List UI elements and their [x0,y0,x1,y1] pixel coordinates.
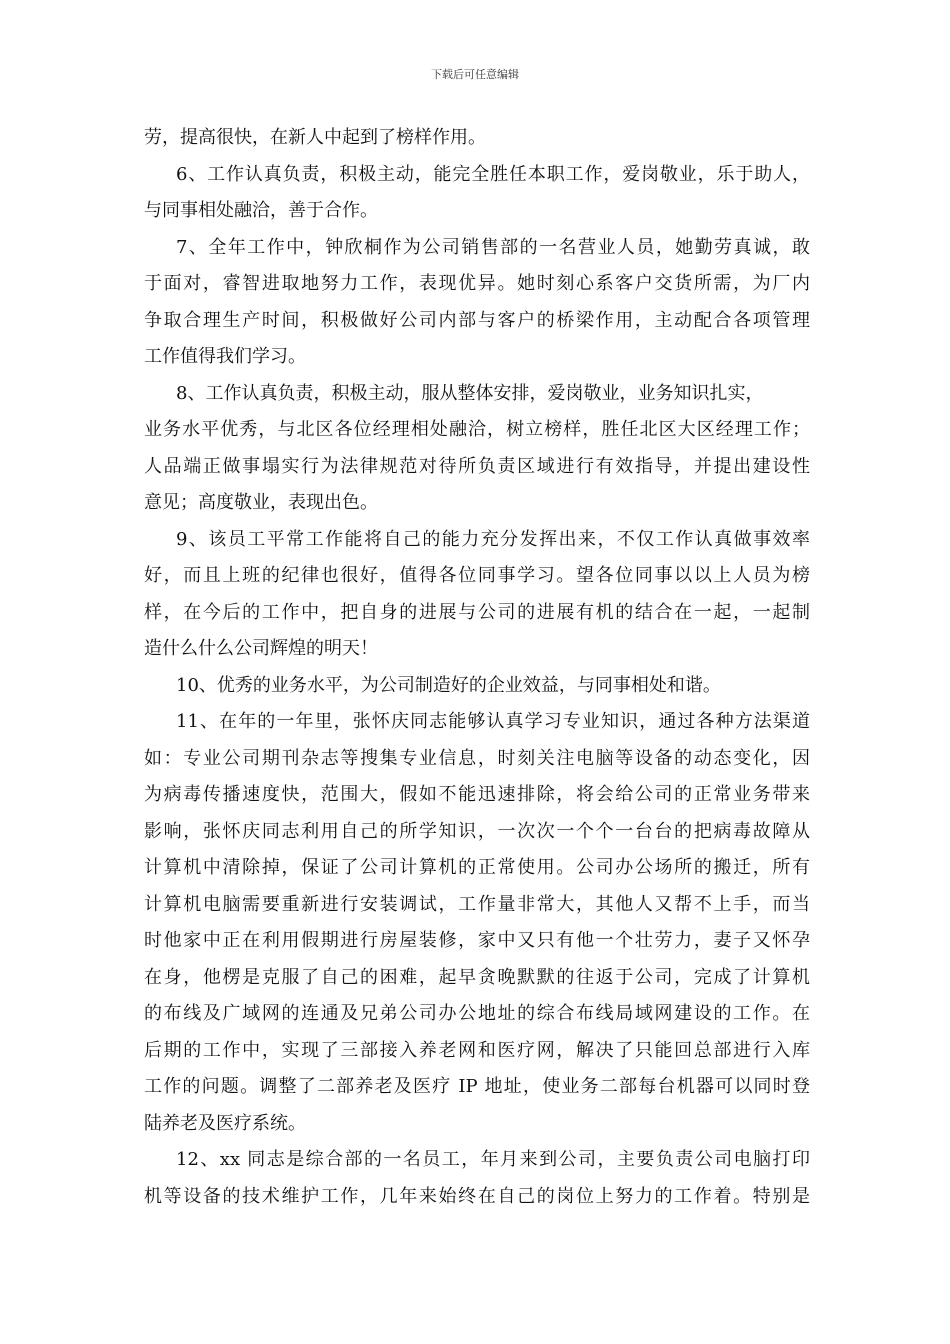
text-line: 9、该员工平常工作能将自己的能力充分发挥出来，不仅工作认真做事效率 [176,528,810,550]
text-line: 影响，张怀庆同志利用自己的所学知识，一次次一个个一台台的把病毒故障从 [144,820,810,842]
text-line: 后期的工作中，实现了三部接入养老网和医疗网，解决了只能回总部进行入库 [144,1039,810,1061]
text-line: 为病毒传播速度快，范围大，假如不能迅速排除，将会给公司的正常业务带来 [144,784,810,805]
text-line: 在身，他楞是克服了自己的困难，起早贪晚默默的往返于公司，完成了计算机 [144,966,810,988]
text-line: 业务水平优秀，与北区各位经理相处融洽，树立榜样，胜任北区大区经理工作； [144,419,810,440]
text-line: 样，在今后的工作中，把自身的进展与公司的进展有机的结合在一起，一起制 [144,601,810,623]
text-line: 人品端正做事塌实行为法律规范对待所负责区域进行有效指导，并提出建设性 [144,455,810,477]
text-line: 工作的问题。调整了二部养老及医疗 IP 地址，使业务二部每台机器可以同时登 [144,1076,810,1097]
text-line: 的布线及广域网的连通及兄弟公司办公地址的综合布线局域网建设的工作。在 [144,1003,810,1024]
text-line: 陆养老及医疗系统。 [144,1112,306,1134]
text-line: 于面对，睿智进取地努力工作，表现优异。她时刻心系客户交货所需，为厂内 [144,273,810,294]
text-line: 造什么什么公司辉煌的明天！ [144,638,378,659]
text-line: 机等设备的技术维护工作，几年来始终在自己的岗位上努力的工作着。特别是 [144,1185,810,1207]
text-line: 计算机电脑需要重新进行安装调试，工作量非常大，其他人又帮不上手，而当 [144,893,810,915]
text-line: 工作值得我们学习。 [144,346,306,367]
text-line: 10、优秀的业务水平，为公司制造好的企业效益，与同事相处和谐。 [176,674,721,696]
text-line: 劳，提高很快，在新人中起到了榜样作用。 [144,127,486,148]
text-line: 8、工作认真负责，积极主动，服从整体安排，爱岗敬业，业务知识扎实， [176,382,764,404]
text-line: 7、全年工作中，钟欣桐作为公司销售部的一名营业人员，她勤劳真诚，敢 [176,236,810,258]
text-line: 计算机中清除掉，保证了公司计算机的正常使用。公司办公场所的搬迁，所有 [144,857,810,878]
text-line: 与同事相处融洽，善于合作。 [144,200,378,221]
text-line: 6、工作认真负责，积极主动，能完全胜任本职工作，爱岗敬业，乐于助人， [176,163,810,185]
text-line: 11、在年的一年里，张怀庆同志能够认真学习专业知识，通过各种方法渠道 [176,711,810,732]
text-line: 12、xx 同志是综合部的一名员工，年月来到公司，主要负责公司电脑打印 [176,1149,810,1170]
text-line: 争取合理生产时间，积极做好公司内部与客户的桥梁作用，主动配合各项管理 [144,309,810,331]
text-line: 意见；高度敬业，表现出色。 [144,492,378,513]
text-line: 好，而且上班的纪律也很好，值得各位同事学习。望各位同事以以上人员为榜 [144,565,810,586]
text-line: 如：专业公司期刊杂志等搜集专业信息，时刻关注电脑等设备的动态变化，因 [144,747,810,769]
document-body [144,120,810,1215]
text-line: 时他家中正在利用假期进行房屋装修，家中又只有他一个壮劳力，妻子又怀孕 [144,930,810,951]
page-header-note: 下载后可任意编辑 [431,68,519,81]
